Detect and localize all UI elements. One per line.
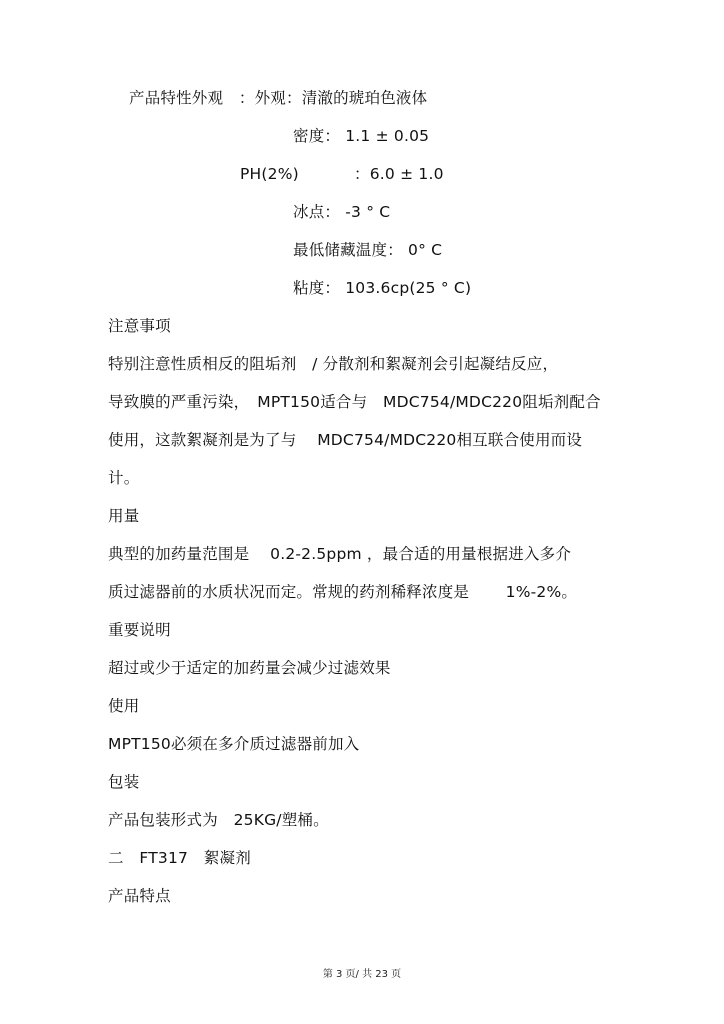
appearance-line: 产品特性外观 ：外观：清澈的琥珀色液体 bbox=[129, 89, 428, 107]
dosage-heading: 用量 bbox=[108, 507, 140, 525]
notes-heading: 注意事项 bbox=[108, 317, 171, 335]
section2-title: 二 FT317 絮凝剂 bbox=[108, 849, 251, 867]
notes-line-2: 导致膜的严重污染， MPT150适合与 MDC754/MDC220阻垢剂配合 bbox=[108, 393, 601, 411]
dosage-line-1: 典型的加药量范围是 0.2-2.5ppm ，最合适的用量根据进入多介 bbox=[108, 545, 572, 563]
min-storage-temp-line: 最低储藏温度： 0° C bbox=[293, 241, 443, 259]
section2-subheading: 产品特点 bbox=[108, 887, 171, 905]
ph-value: ：6.0 ± 1.0 bbox=[354, 165, 444, 183]
ph-label: PH(2%) bbox=[240, 165, 299, 183]
usage-heading: 使用 bbox=[108, 697, 140, 715]
notes-line-3: 使用，这款絮凝剂是为了与 MDC754/MDC220相互联合使用而设 bbox=[108, 431, 583, 449]
dosage-line-2: 质过滤器前的水质状况而定。常规的药剂稀释浓度是 1%-2%。 bbox=[108, 583, 578, 601]
density-line: 密度： 1.1 ± 0.05 bbox=[293, 127, 430, 145]
page-footer: 第 3 页/ 共 23 页 bbox=[322, 969, 402, 980]
usage-line: MPT150必须在多介质过滤器前加入 bbox=[108, 735, 360, 753]
important-line: 超过或少于适定的加药量会减少过滤效果 bbox=[108, 659, 391, 677]
packaging-line: 产品包装形式为 25KG/塑桶。 bbox=[108, 811, 329, 829]
viscosity-line: 粘度： 103.6cp(25 ° C) bbox=[293, 279, 472, 297]
packaging-heading: 包装 bbox=[108, 773, 140, 791]
notes-line-4: 计。 bbox=[108, 469, 140, 487]
notes-line-1: 特别注意性质相反的阻垢剂 / 分散剂和絮凝剂会引起凝结反应， bbox=[108, 355, 559, 373]
freezing-point-line: 冰点： -3 ° C bbox=[293, 203, 391, 221]
important-heading: 重要说明 bbox=[108, 621, 171, 639]
